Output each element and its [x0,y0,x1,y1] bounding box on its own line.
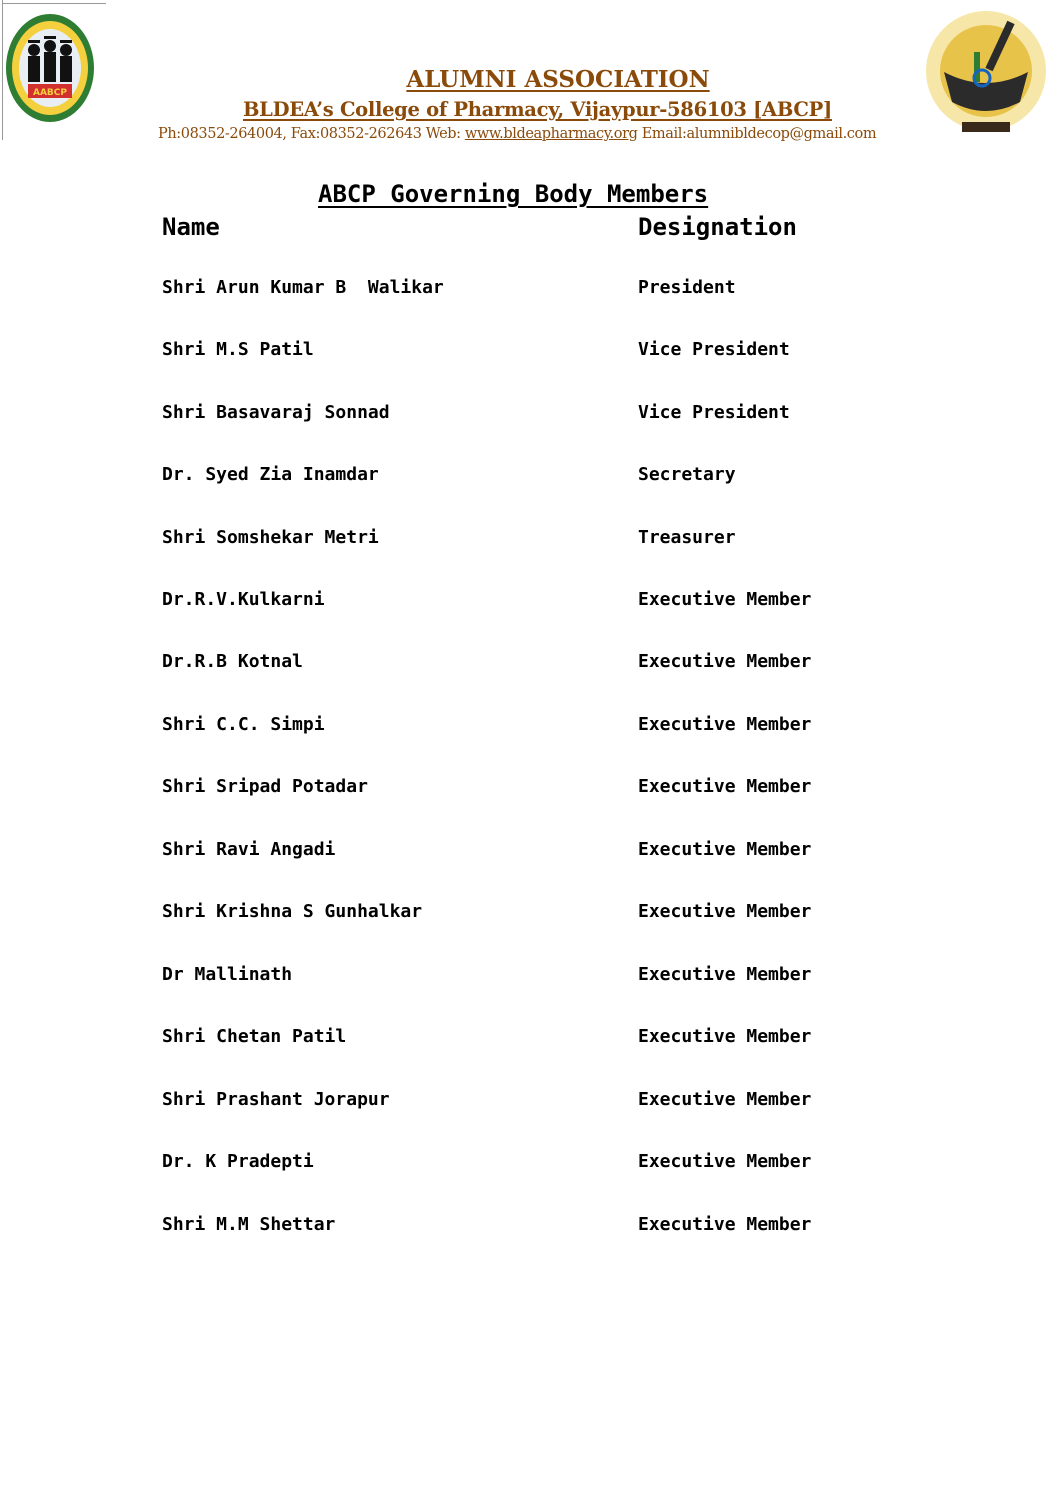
name-column-header: Name [162,213,220,241]
member-row [0,964,1058,994]
member-name: Shri Somshekar Metri [162,527,379,548]
member-row [0,714,1058,744]
member-row [0,1089,1058,1119]
member-name: Dr.R.V.Kulkarni [162,589,325,610]
member-designation: Executive Member [638,1214,812,1235]
member-name: Dr. K Pradepti [162,1151,314,1172]
member-row [0,839,1058,869]
member-designation: Executive Member [638,1089,812,1110]
member-designation: President [638,277,736,298]
member-row [0,277,1058,307]
designation-column-header: Designation [638,213,797,241]
member-name: Dr. Syed Zia Inamdar [162,464,379,485]
contact-phone-fax: Ph:08352-264004, Fax:08352-262643 Web: [158,126,465,142]
member-row [0,339,1058,369]
left-logo-text: AABCP [33,88,67,98]
member-name: Shri Prashant Jorapur [162,1089,390,1110]
member-designation: Treasurer [638,527,736,548]
member-designation: Vice President [638,339,790,360]
member-designation: Executive Member [638,714,812,735]
member-name: Shri Arun Kumar B Walikar [162,277,444,298]
page-border-line [2,3,106,4]
member-designation: Secretary [638,464,736,485]
member-name: Shri Krishna S Gunhalkar [162,901,423,922]
member-row [0,1026,1058,1056]
member-designation: Executive Member [638,776,812,797]
member-row [0,1151,1058,1181]
member-designation: Executive Member [638,901,812,922]
member-designation: Executive Member [638,589,812,610]
member-row [0,402,1058,432]
contact-line [158,126,876,142]
member-designation: Executive Member [638,651,812,672]
member-row [0,901,1058,931]
member-name: Shri C.C. Simpi [162,714,325,735]
association-title: ALUMNI ASSOCIATION [406,66,710,93]
member-row [0,527,1058,557]
member-name: Dr Mallinath [162,964,293,985]
member-designation: Executive Member [638,839,812,860]
member-row [0,589,1058,619]
website-link[interactable]: www.bldeapharmacy.org [464,126,638,142]
member-designation: Executive Member [638,1026,812,1047]
member-designation: Executive Member [638,1151,812,1172]
member-name: Shri Basavaraj Sonnad [162,402,390,423]
document-heading: ABCP Governing Body Members [318,180,709,208]
member-designation: Executive Member [638,964,812,985]
member-row [0,651,1058,681]
member-name: Shri M.S Patil [162,339,314,360]
member-row [0,464,1058,494]
member-name: Shri Chetan Patil [162,1026,347,1047]
college-name: BLDEA’s College of Pharmacy, Vijaypur-586103 [ABCP] [243,98,832,121]
contact-email: Email:alumnibldecop@gmail.com [637,126,877,142]
member-row [0,776,1058,806]
member-row [0,1214,1058,1244]
member-name: Dr.R.B Kotnal [162,651,303,672]
member-name: Shri Ravi Angadi [162,839,336,860]
member-name: Shri Sripad Potadar [162,776,368,797]
member-designation: Vice President [638,402,790,423]
member-name: Shri M.M Shettar [162,1214,336,1235]
